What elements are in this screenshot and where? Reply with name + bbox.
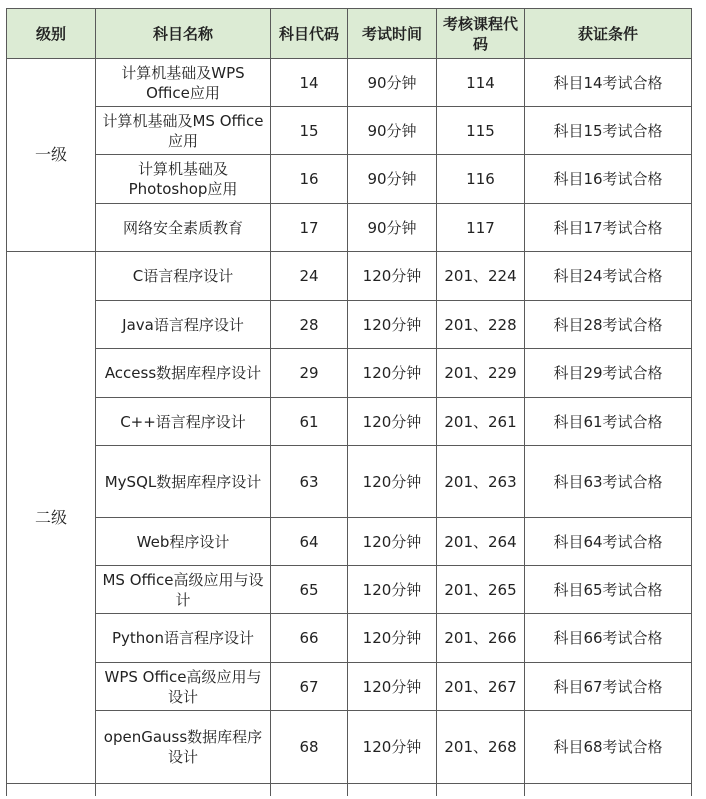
exam-time-cell: 120分钟	[348, 711, 437, 784]
exam-time-cell: 120分钟	[348, 518, 437, 566]
course-code-cell: 201、266	[437, 614, 525, 663]
header-certificate-condition: 获证条件	[525, 9, 692, 59]
exam-time-cell: 120分钟	[348, 301, 437, 349]
exam-time-cell: 120分钟	[348, 614, 437, 663]
subject-code-cell: 16	[271, 155, 348, 204]
subject-name-cell: MS Office高级应用与设计	[96, 566, 271, 614]
subject-name-cell: 计算机基础及Photoshop应用	[96, 155, 271, 204]
exam-time-cell: 120分钟	[348, 663, 437, 711]
header-subject-code: 科目代码	[271, 9, 348, 59]
course-code-cell: 117	[437, 204, 525, 252]
exam-subjects-table	[6, 8, 692, 796]
exam-time-cell: 90分钟	[348, 204, 437, 252]
cut-off-cell	[96, 784, 271, 797]
exam-time-cell: 90分钟	[348, 107, 437, 155]
level-cell: 一级	[7, 59, 96, 252]
subject-name-cell: Web程序设计	[96, 518, 271, 566]
table-row	[7, 107, 692, 155]
condition-cell: 科目68考试合格	[525, 711, 692, 784]
course-code-cell: 201、229	[437, 349, 525, 398]
course-code-cell: 201、261	[437, 398, 525, 446]
header-subject-name: 科目名称	[96, 9, 271, 59]
course-code-cell: 201、228	[437, 301, 525, 349]
cut-off-cell	[271, 784, 348, 797]
course-code-cell: 201、265	[437, 566, 525, 614]
subject-name-cell: MySQL数据库程序设计	[96, 446, 271, 518]
exam-time-cell: 120分钟	[348, 398, 437, 446]
exam-time-cell: 120分钟	[348, 566, 437, 614]
condition-cell: 科目63考试合格	[525, 446, 692, 518]
condition-cell: 科目14考试合格	[525, 59, 692, 107]
cut-off-cell	[348, 784, 437, 797]
course-code-cell: 201、268	[437, 711, 525, 784]
table-row	[7, 59, 692, 107]
table-row	[7, 252, 692, 301]
subject-name-cell: 网络安全素质教育	[96, 204, 271, 252]
header-course-code: 考核课程代码	[437, 9, 525, 59]
level-cell: 二级	[7, 252, 96, 784]
subject-code-cell: 14	[271, 59, 348, 107]
subject-code-cell: 17	[271, 204, 348, 252]
table-body	[7, 59, 692, 797]
table-row	[7, 301, 692, 349]
subject-code-cell: 24	[271, 252, 348, 301]
condition-cell: 科目24考试合格	[525, 252, 692, 301]
subject-name-cell: Python语言程序设计	[96, 614, 271, 663]
condition-cell: 科目16考试合格	[525, 155, 692, 204]
exam-time-cell: 120分钟	[348, 446, 437, 518]
subject-name-cell: C++语言程序设计	[96, 398, 271, 446]
table-row	[7, 155, 692, 204]
condition-cell: 科目15考试合格	[525, 107, 692, 155]
subject-name-cell: Java语言程序设计	[96, 301, 271, 349]
condition-cell: 科目66考试合格	[525, 614, 692, 663]
subject-code-cell: 15	[271, 107, 348, 155]
subject-name-cell: 计算机基础及WPS Office应用	[96, 59, 271, 107]
course-code-cell: 114	[437, 59, 525, 107]
cut-off-cell	[525, 784, 692, 797]
header-level: 级别	[7, 9, 96, 59]
subject-name-cell: openGauss数据库程序设计	[96, 711, 271, 784]
subject-name-cell: 计算机基础及MS Office应用	[96, 107, 271, 155]
condition-cell: 科目29考试合格	[525, 349, 692, 398]
table-row	[7, 614, 692, 663]
exam-time-cell: 120分钟	[348, 252, 437, 301]
condition-cell: 科目61考试合格	[525, 398, 692, 446]
exam-time-cell: 90分钟	[348, 155, 437, 204]
course-code-cell: 201、263	[437, 446, 525, 518]
subject-name-cell: C语言程序设计	[96, 252, 271, 301]
subject-code-cell: 66	[271, 614, 348, 663]
course-code-cell: 116	[437, 155, 525, 204]
header-exam-time: 考试时间	[348, 9, 437, 59]
subject-name-cell: Access数据库程序设计	[96, 349, 271, 398]
condition-cell: 科目65考试合格	[525, 566, 692, 614]
condition-cell: 科目28考试合格	[525, 301, 692, 349]
subject-code-cell: 63	[271, 446, 348, 518]
table-row	[7, 446, 692, 518]
exam-time-cell: 90分钟	[348, 59, 437, 107]
course-code-cell: 201、264	[437, 518, 525, 566]
condition-cell: 科目67考试合格	[525, 663, 692, 711]
exam-time-cell: 120分钟	[348, 349, 437, 398]
subject-code-cell: 68	[271, 711, 348, 784]
subject-code-cell: 67	[271, 663, 348, 711]
subject-code-cell: 65	[271, 566, 348, 614]
table-row	[7, 518, 692, 566]
header-row	[7, 9, 692, 59]
condition-cell: 科目64考试合格	[525, 518, 692, 566]
table-row	[7, 398, 692, 446]
subject-code-cell: 64	[271, 518, 348, 566]
subject-name-cell: WPS Office高级应用与设计	[96, 663, 271, 711]
cut-off-cell	[437, 784, 525, 797]
subject-code-cell: 29	[271, 349, 348, 398]
table-row	[7, 349, 692, 398]
table-row	[7, 566, 692, 614]
table-row	[7, 663, 692, 711]
course-code-cell: 201、267	[437, 663, 525, 711]
condition-cell: 科目17考试合格	[525, 204, 692, 252]
subject-code-cell: 28	[271, 301, 348, 349]
course-code-cell: 201、224	[437, 252, 525, 301]
course-code-cell: 115	[437, 107, 525, 155]
cut-off-row	[7, 784, 692, 797]
cut-off-cell	[7, 784, 96, 797]
table-row	[7, 711, 692, 784]
subject-code-cell: 61	[271, 398, 348, 446]
table-row	[7, 204, 692, 252]
